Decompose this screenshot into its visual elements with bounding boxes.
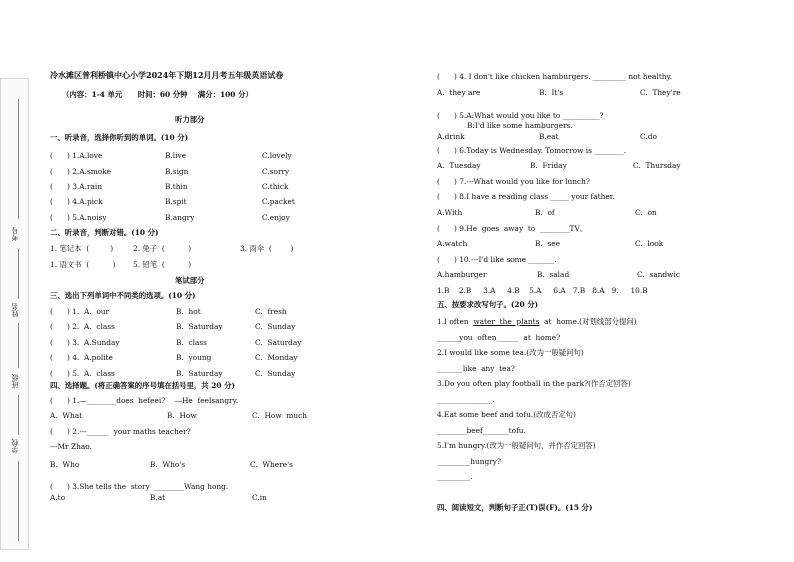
s4-q3: ( ) 3.She tells the story ________Wang hong. (50, 482, 229, 491)
s4-q8-b: B. of (535, 208, 555, 217)
s4-q10: ( ) 10.---I'd like some _______. (437, 255, 557, 264)
s5-q5-answer-1: _________hungry? (437, 457, 501, 466)
section-6-title: 四、阅读短文，判断句子正(T)误(F)。(15 分) (437, 503, 593, 512)
s4-q7: ( ) 7.---What would you like for lunch? (437, 177, 590, 186)
s3-q1: ( ) 1. A. our (50, 307, 110, 316)
s3-q4-b: B. young (176, 353, 212, 362)
s4-q1-a: A. What (50, 411, 83, 420)
s4-q9-b: B. see (535, 239, 561, 248)
s5-q1 (437, 317, 637, 326)
s1-q4-b: B.spit (165, 197, 187, 206)
s1-q1-b: B.live (165, 151, 187, 160)
s3-q5: ( ) 5. A. class (50, 369, 115, 378)
s4-q5-a: A.drink (437, 132, 465, 141)
s4-q6-b: B. Friday (530, 161, 567, 170)
s3-q2: ( ) 2. A. class (50, 322, 115, 331)
s5-q5: 5.I'm hungry.(改为一般疑问句，并作否定回答) (437, 441, 596, 450)
s5-q4-answer: ________beef_______tofu. (437, 426, 526, 435)
exam-title: 冷水滩区普利桥镇中心小学2024年下期12月月考五年级英语试卷 (50, 70, 284, 80)
s4-q4: ( ) 4. I don't like chicken hamburgers. _________ not healthy. (437, 72, 673, 81)
s2-item-2: 2. 兔子 ( ) (133, 244, 192, 253)
s3-q3: ( ) 3. A.Sunday (50, 338, 120, 347)
section-3-title: 三、选出下列单词中不同类的选项。(10 分) (50, 291, 196, 300)
s3-q3-b: B. class (176, 338, 207, 347)
s4-q2-c: C. Where's (250, 460, 293, 469)
s5-q3-answer: _______________. (437, 395, 495, 404)
s4-q3-b: B.at (150, 493, 166, 502)
s1-q4-c: C.packet (262, 197, 295, 206)
s3-q5-b: B. Saturday (176, 369, 223, 378)
binding-margin (0, 78, 29, 550)
binding-label-xingming: 姓名 (11, 303, 19, 317)
s1-q5-b: B.angry (165, 213, 195, 222)
s4-q9: ( ) 9.He goes away to ________TV。 (437, 224, 588, 233)
s4-q2-continuation: ---Mr Zhao. (50, 442, 92, 451)
s1-q2-b: B.sign (165, 167, 189, 176)
section-4-title: 四、选择题。(将正确答案的序号填在括号里，共 20 分) (50, 381, 236, 390)
s4-q4-b: B. It's (539, 88, 564, 97)
s3-q1-b: B. hot (176, 307, 201, 316)
s4-q8-c: C. on (635, 208, 657, 217)
s2-item-3: 3. 雨伞 ( ) (240, 244, 294, 253)
s1-q3: ( ) 3.A.rain (50, 182, 103, 191)
listening-part-heading: 听力部分 (175, 115, 205, 124)
section-2-title: 二、听录音，判断对错。(10 分) (50, 228, 159, 237)
s5-q3: 3.Do you often play football in the park?(作否定回答) (437, 379, 631, 388)
s4-q6-a: A. Tuesday (437, 161, 481, 170)
s3-q5-c: C. Sunday (255, 369, 296, 378)
s2-item-1: 1. 笔记本 ( ) (50, 244, 114, 253)
s5-q2-answer: _______like any tea? (437, 364, 515, 373)
s4-q10-a: A.hamburger (437, 270, 487, 279)
s1-q2: ( ) 2.A.smoke (50, 167, 112, 176)
s5-q5-answer-2: _________. (437, 472, 473, 481)
s4-q3-c: C.in (252, 493, 267, 502)
s1-q2-c: C.sorry (262, 167, 290, 176)
s4-q4-a: A. they are (437, 88, 481, 97)
s1-q5: ( ) 5.A.noisy (50, 213, 107, 222)
s5-q1-post: at home.(对划线部分提问) (539, 317, 637, 326)
s2-item-4: 1. 语文书 ( ) (50, 260, 116, 269)
binding-label-banji: 班级 (11, 374, 19, 388)
s3-q3-c: C. Saturday (255, 338, 302, 347)
s4-q5-continuation: B:I'd like some hamburgers. (467, 121, 573, 130)
binding-line (18, 461, 19, 541)
s1-q1-c: C.lovely (262, 151, 292, 160)
binding-line (18, 323, 19, 368)
s5-q1-underlined: water the plants (473, 317, 540, 326)
s3-q4-c: C. Monday (255, 353, 298, 362)
s4-q10-b: B. salad (537, 270, 570, 279)
s4-q1-b: B. How (167, 411, 197, 420)
s1-q3-b: B.thin (165, 182, 188, 191)
exam-info: （内容：1-4 单元 时间：60 分钟 满分：100 分） (62, 90, 253, 99)
s3-q2-b: B. Saturday (176, 322, 223, 331)
s2-item-5: 5. 铅笔 ( ) (133, 260, 192, 269)
s4-q6: ( ) 6.Today is Wednesday. Tomorrow is ________. (437, 146, 627, 155)
section-1-title: 一、听录音，选择你听到的单词。(10 分) (50, 133, 189, 142)
s5-q2: 2.I would like some tea.(改为一般疑问句) (437, 348, 584, 357)
s5-q1-answer: ______you often______ at home? (437, 333, 561, 342)
section-5-title: 五、按要求改写句子。(20 分) (437, 300, 539, 309)
s4-q2-a: B. Who (50, 460, 80, 469)
s1-q1: ( ) 1.A.love (50, 151, 103, 160)
s1-q5-c: C.enjoy (262, 213, 290, 222)
s3-q2-c: C. Sunday (255, 322, 296, 331)
s4-q1-c: C. How much (252, 411, 308, 420)
s4-q5: ( ) 5.A:What would you like to __________? (437, 111, 604, 120)
s3-q1-c: C. fresh (255, 307, 287, 316)
s4-q4-c: C. They're (640, 88, 681, 97)
binding-label-xuexiao: 学校 (11, 439, 19, 453)
s1-q4: ( ) 4.A.pick (50, 197, 103, 206)
s4-q6-c: C. Thursday (633, 161, 681, 170)
binding-line (18, 249, 19, 299)
binding-line (18, 395, 19, 435)
binding-line (18, 99, 19, 219)
s3-q4: ( ) 4. A.polite (50, 353, 113, 362)
s4-q2-b: B. Who's (150, 460, 186, 469)
s1-q3-c: C.thick (262, 182, 289, 191)
written-part-heading: 笔试部分 (175, 276, 205, 285)
s4-q1: ( ) 1.—________does hefeei? —He feelsangry. (50, 396, 239, 405)
s4-q2: ( ) 2.---______ your maths teacher? (50, 427, 191, 436)
s4-q8-a: A.With (437, 208, 463, 217)
s4-q10-c: C. sandwic (637, 270, 680, 279)
answer-key: 1.B 2.B 3.A 4.B 5.A 6.A 7.B 8.A 9. 10.B (437, 286, 648, 295)
s4-q5-b: B.eat (539, 132, 559, 141)
s4-q3-a: A.to (50, 493, 66, 502)
s5-q1-pre: 1.I often (437, 317, 474, 326)
s5-q4: 4.Eat some beef and tofu.(改成否定句) (437, 410, 576, 419)
binding-label-kaohao: 考号 (11, 227, 19, 241)
s4-q8: ( ) 8.I have a reading class _____ your father. (437, 192, 615, 201)
s4-q9-c: C. look (635, 239, 664, 248)
s4-q9-a: A.watch (437, 239, 468, 248)
s4-q5-c: C.do (640, 132, 657, 141)
